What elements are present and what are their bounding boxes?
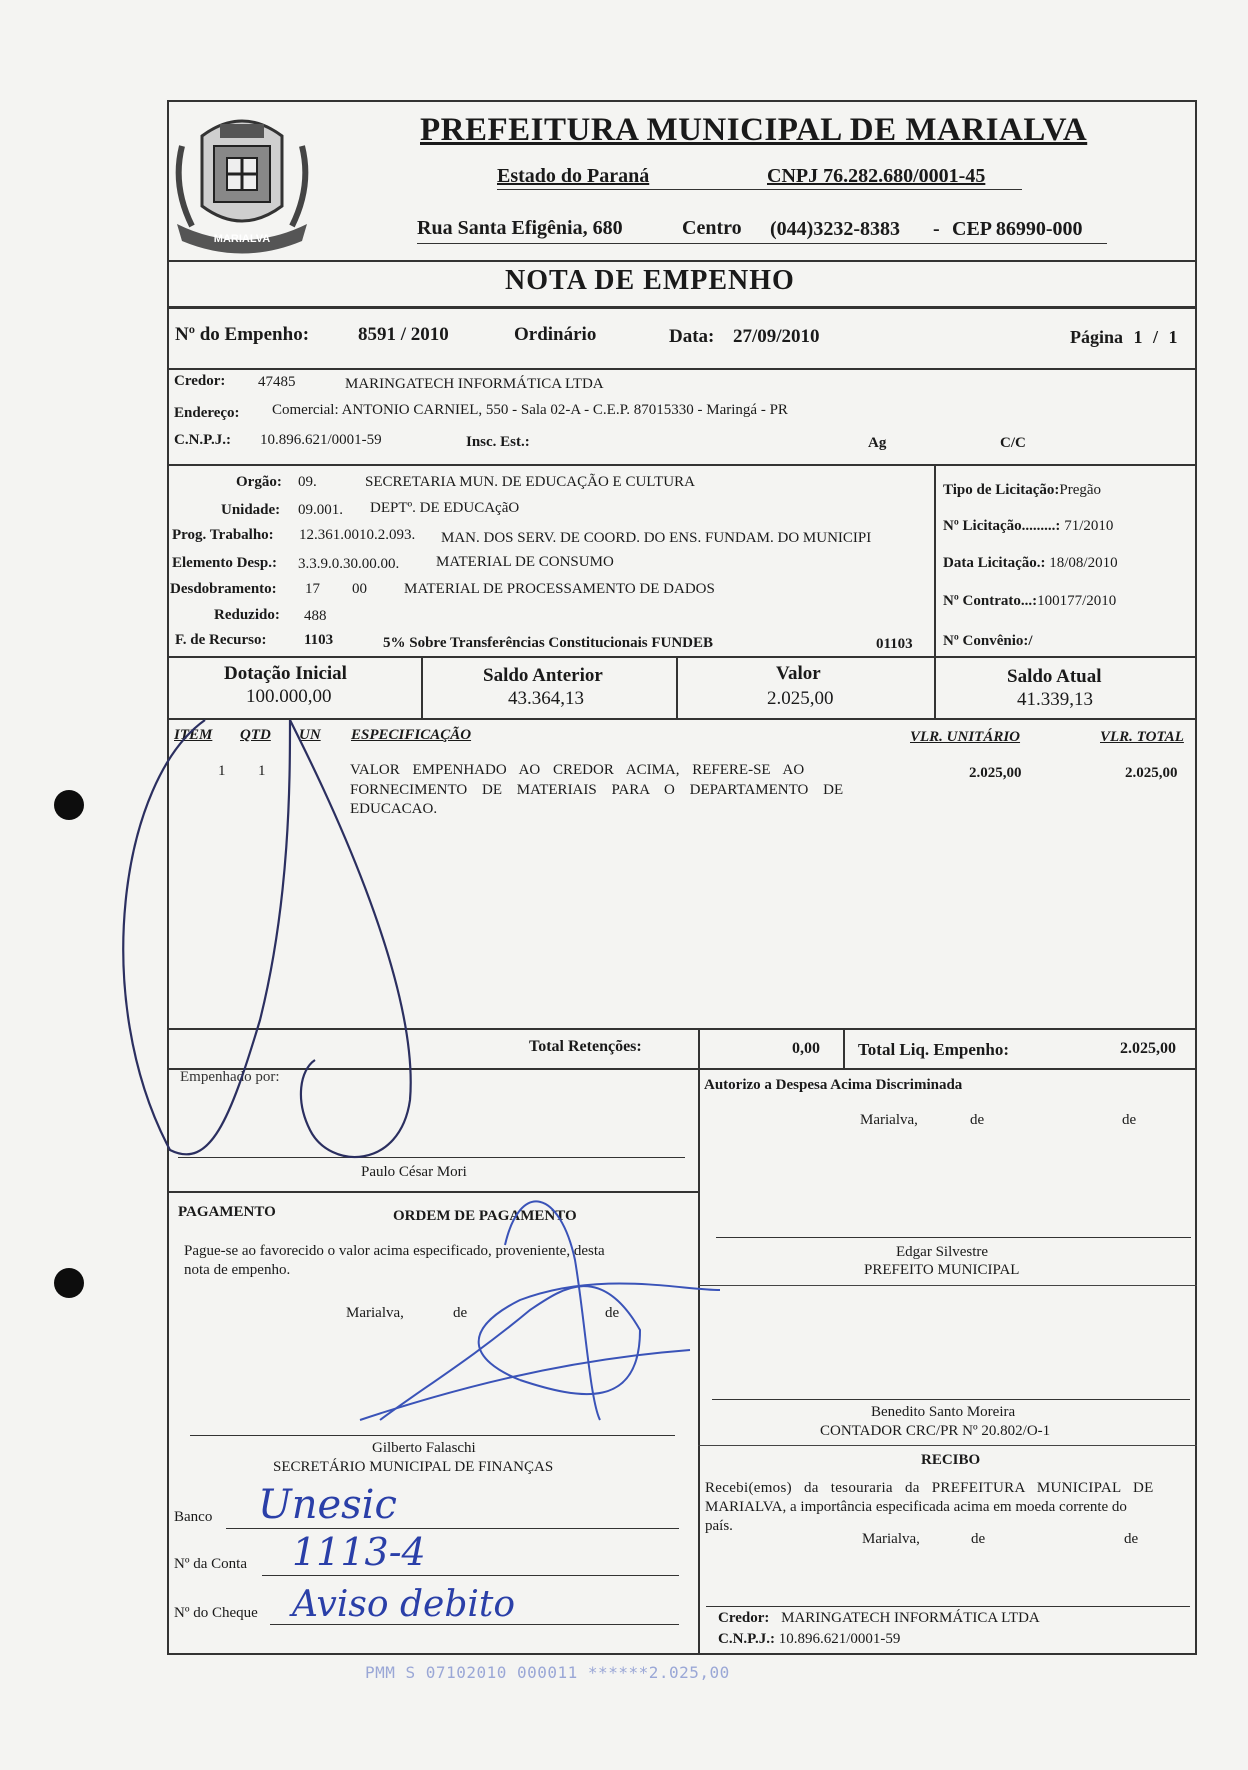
- tipo-licitacao-value: Pregão: [1059, 482, 1102, 498]
- contador-name: Benedito Santo Moreira: [871, 1404, 1016, 1420]
- pagamento-label: PAGAMENTO: [178, 1204, 276, 1220]
- elemento-label: Elemento Desp.:: [172, 555, 277, 571]
- rule-dotacao-bottom: [167, 656, 1197, 658]
- rule-saldo-1: [421, 656, 423, 718]
- total-liq-label: Total Liq. Empenho:: [858, 1040, 1009, 1059]
- credor-cnpj: 10.896.621/0001-59: [260, 432, 382, 448]
- empenho-number: 8591 / 2010: [358, 324, 449, 345]
- rule-autorizo-bottom: [698, 1285, 1197, 1286]
- pagamento-city: Marialva,: [346, 1305, 404, 1321]
- autorizo-signature-line: [716, 1237, 1191, 1238]
- secretario-role: SECRETÁRIO MUNICIPAL DE FINANÇAS: [273, 1459, 554, 1475]
- empenho-date-label: Data:: [669, 326, 715, 347]
- empenho-date: 27/09/2010: [733, 326, 820, 347]
- numero-licitacao-value: 71/2010: [1064, 518, 1114, 534]
- desdobramento-label: Desdobramento:: [170, 581, 277, 597]
- empenhado-signature-line: [178, 1157, 685, 1158]
- col-header-spec: ESPECIFICAÇÃO: [351, 727, 472, 743]
- tipo-licitacao: [943, 482, 1101, 499]
- desdobramento-name: MATERIAL DE PROCESSAMENTO DE DADOS: [404, 581, 715, 597]
- col-header-qtd: QTD: [240, 727, 271, 743]
- empenhado-name: Paulo César Mori: [361, 1164, 467, 1180]
- numero-contrato-label: Nº Contrato...:: [943, 593, 1038, 609]
- data-licitacao: [943, 555, 1118, 572]
- empenhado-label: Empenhado por:: [180, 1069, 280, 1085]
- banco-label: Banco: [174, 1509, 213, 1525]
- autorizo-label: Autorizo a Despesa Acima Discriminada: [704, 1077, 963, 1093]
- recurso-name: 5% Sobre Transferências Constitucionais FUNDEB: [383, 635, 714, 651]
- prog-name: MAN. DOS SERV. DE COORD. DO ENS. FUNDAM. DO MUNICIPI: [441, 530, 872, 546]
- credor-label: Credor:: [174, 373, 226, 389]
- rule-header-bottom: [167, 260, 1197, 262]
- unidade-code: 09.001.: [298, 502, 343, 518]
- rule-credor-bottom: [167, 464, 1197, 466]
- logo-text: MARIALVA: [213, 233, 271, 245]
- cheque-label: Nº do Cheque: [174, 1605, 258, 1621]
- rule-saldo-bottom: [167, 718, 1197, 720]
- rule-saldo-2: [676, 656, 678, 718]
- dotacao-inicial-value: 100.000,00: [246, 686, 332, 707]
- recurso-code: 1103: [304, 632, 334, 648]
- saldo-anterior-label: Saldo Anterior: [483, 665, 603, 686]
- recibo-city: Marialva,: [862, 1531, 920, 1547]
- tipo-licitacao-label: Tipo de Licitação:: [943, 482, 1060, 498]
- contador-role: CONTADOR CRC/PR Nº 20.802/O-1: [820, 1423, 1051, 1439]
- numero-convenio: Nº Convênio:/: [943, 633, 1033, 649]
- total-liq-value: 2.025,00: [1120, 1040, 1176, 1057]
- rule-empenhado-bottom: [167, 1191, 698, 1193]
- pagamento-signature-line: [190, 1435, 675, 1436]
- desdobramento-code: 17: [305, 581, 320, 597]
- rule-totals-bottom: [167, 1068, 1197, 1070]
- credor-code: 47485: [258, 374, 296, 390]
- autorizo-city: Marialva,: [860, 1112, 918, 1128]
- prog-code: 12.361.0010.2.093.: [299, 527, 416, 543]
- ordem-pagamento-label: ORDEM DE PAGAMENTO: [393, 1208, 577, 1224]
- col-header-unit: VLR. UNITÁRIO: [910, 729, 1021, 745]
- prog-label: Prog. Trabalho:: [172, 527, 274, 543]
- saldo-anterior-value: 43.364,13: [508, 688, 584, 709]
- total-retencoes-label: Total Retenções:: [529, 1038, 642, 1055]
- data-licitacao-value: 18/08/2010: [1049, 555, 1118, 571]
- autorizo-de-2: de: [1122, 1112, 1137, 1128]
- numero-licitacao: [943, 518, 1113, 535]
- credor-name: MARINGATECH INFORMÁTICA LTDA: [345, 376, 604, 392]
- dotacao-inicial-label: Dotação Inicial: [224, 663, 347, 684]
- credor-address: Comercial: ANTONIO CARNIEL, 550 - Sala 02-A - C.E.P. 87015330 - Maringá - PR: [272, 402, 788, 418]
- rule-saldo-3: [934, 656, 936, 718]
- phone: (044)3232-8383: [770, 218, 900, 240]
- recibo-cnpj-label: C.N.P.J.:: [718, 1631, 775, 1647]
- pagamento-de-2: de: [605, 1305, 620, 1321]
- rule-totals-1: [698, 1028, 700, 1068]
- col-header-item: ITEM: [174, 727, 213, 743]
- numero-licitacao-label: Nº Licitação.........:: [943, 518, 1061, 534]
- municipal-crest-logo: [172, 106, 312, 256]
- street-address: Rua Santa Efigênia, 680: [417, 217, 623, 239]
- insc-est-label: Insc. Est.:: [466, 434, 530, 450]
- ag-label: Ag: [868, 435, 887, 451]
- recibo-de-2: de: [1124, 1531, 1139, 1547]
- recibo-cnpj: [718, 1631, 900, 1648]
- punch-hole-top: [54, 790, 84, 820]
- desdobramento-sub: 00: [352, 581, 367, 597]
- recibo-credor: [718, 1610, 1040, 1627]
- municipality-cnpj: CNPJ 76.282.680/0001-45: [767, 165, 986, 187]
- recibo-cnpj-value: 10.896.621/0001-59: [778, 1631, 901, 1647]
- recurso-label: F. de Recurso:: [175, 632, 267, 648]
- valor-value: 2.025,00: [767, 688, 834, 709]
- credor-cnpj-label: C.N.P.J.:: [174, 432, 231, 448]
- row-spec-line-2: FORNECIMENTO DE MATERIAIS PARA O DEPARTAMENTO DE: [350, 782, 844, 798]
- row-spec-line-1: VALOR EMPENHADO AO CREDOR ACIMA, REFERE-SE AO: [350, 762, 805, 778]
- cheque-value: Aviso debito: [292, 1584, 516, 1625]
- recibo-credor-name: MARINGATECH INFORMÁTICA LTDA: [781, 1610, 1040, 1626]
- elemento-name: MATERIAL DE CONSUMO: [436, 554, 614, 570]
- reduzido-label: Reduzido:: [214, 607, 280, 623]
- contador-signature-line: [712, 1399, 1190, 1400]
- municipality-title: PREFEITURA MUNICIPAL DE MARIALVA: [420, 112, 1088, 148]
- address-underline: [417, 243, 1107, 244]
- empenho-label: Nº do Empenho:: [175, 324, 310, 345]
- banco-value: Unesic: [258, 1482, 397, 1528]
- numero-contrato: [943, 593, 1116, 610]
- valor-label: Valor: [776, 663, 821, 684]
- address-separator: -: [933, 218, 940, 240]
- rule-dotacao-divider: [934, 464, 936, 656]
- col-header-un: UN: [299, 727, 321, 743]
- banco-line: [226, 1528, 679, 1529]
- unidade-name: DEPTº. DE EDUCAçãO: [370, 500, 520, 516]
- page-number: Página 1 / 1: [1070, 327, 1178, 347]
- conta-value: 1113-4: [292, 1530, 426, 1574]
- recibo-text-line-2: MARIALVA, a importância especificada acima em moeda corrente do: [705, 1499, 1127, 1515]
- elemento-code: 3.3.9.0.30.00.00.: [298, 556, 400, 572]
- pagamento-de-1: de: [453, 1305, 468, 1321]
- saldo-atual-value: 41.339,13: [1017, 689, 1093, 710]
- saldo-atual-label: Saldo Atual: [1007, 666, 1102, 687]
- col-header-total: VLR. TOTAL: [1100, 729, 1184, 745]
- district: Centro: [682, 217, 742, 239]
- doc-title: NOTA DE EMPENHO: [505, 265, 795, 296]
- state-underline: [497, 189, 1022, 190]
- row-spec-line-3: EDUCACAO.: [350, 801, 438, 817]
- row-item: 1: [218, 763, 226, 779]
- cep: CEP 86990-000: [952, 218, 1083, 240]
- conta-label: Nº da Conta: [174, 1556, 247, 1572]
- state-name: Estado do Paraná: [497, 165, 650, 187]
- empenho-type: Ordinário: [514, 324, 597, 345]
- row-unit-value: 2.025,00: [969, 765, 1022, 781]
- recibo-de-1: de: [971, 1531, 986, 1547]
- pagamento-text-line-1: Pague-se ao favorecido o valor acima especificado, proveniente, desta: [184, 1243, 605, 1259]
- secretario-name: Gilberto Falaschi: [372, 1440, 476, 1456]
- data-licitacao-label: Data Licitação.:: [943, 555, 1046, 571]
- pagamento-text-line-2: nota de empenho.: [184, 1262, 291, 1278]
- numero-contrato-value: 100177/2010: [1037, 593, 1117, 609]
- recibo-credor-label: Credor:: [718, 1610, 770, 1626]
- total-retencoes-value: 0,00: [792, 1040, 820, 1057]
- reduzido-value: 488: [304, 608, 327, 624]
- rule-title-bottom: [167, 306, 1197, 309]
- orgao-label: Orgão:: [236, 474, 282, 490]
- prefeito-role: PREFEITO MUNICIPAL: [864, 1262, 1020, 1278]
- punch-hole-bottom: [54, 1268, 84, 1298]
- unidade-label: Unidade:: [221, 502, 281, 518]
- orgao-code: 09.: [298, 474, 317, 490]
- rule-items-bottom: [167, 1028, 1197, 1030]
- prefeito-name: Edgar Silvestre: [896, 1244, 989, 1260]
- row-total-value: 2.025,00: [1125, 765, 1178, 781]
- recibo-signature-line: [706, 1606, 1190, 1607]
- cc-label: C/C: [1000, 435, 1026, 451]
- rule-lower-divider: [698, 1068, 700, 1655]
- autorizo-de-1: de: [970, 1112, 985, 1128]
- rule-contador-bottom: [698, 1445, 1197, 1446]
- rule-empenho-bottom: [167, 368, 1197, 370]
- conta-line: [262, 1575, 679, 1576]
- rule-totals-2: [843, 1028, 845, 1068]
- address-label: Endereço:: [174, 405, 240, 421]
- orgao-name: SECRETARIA MUN. DE EDUCAÇÃO E CULTURA: [365, 474, 695, 490]
- row-qtd: 1: [258, 763, 266, 779]
- recibo-text-line-1: Recebi(emos) da tesouraria da PREFEITURA MUNICIPAL DE: [705, 1480, 1154, 1496]
- recibo-label: RECIBO: [921, 1452, 981, 1468]
- payment-stamp: PMM S 07102010 000011 ******2.025,00: [365, 1663, 730, 1682]
- recibo-text-line-3: país.: [705, 1518, 733, 1534]
- recurso-number: 01103: [876, 636, 913, 652]
